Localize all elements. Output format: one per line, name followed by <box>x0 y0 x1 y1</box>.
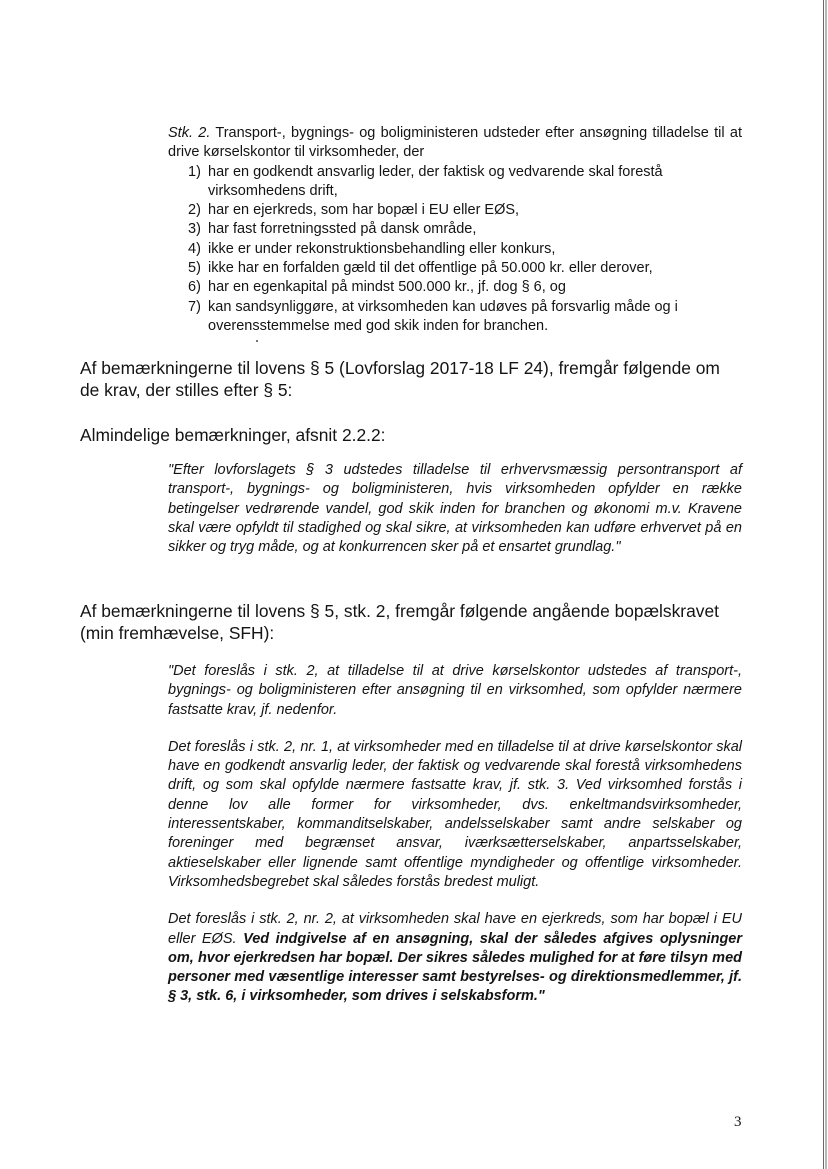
heading-remarks-stk2: Af bemærkningerne til lovens § 5, stk. 2, fremgår følgende angående bopælskravet (min fremhævelse, SFH): <box>80 601 719 643</box>
list-item-number: 3) <box>188 221 201 238</box>
list-item <box>188 201 742 220</box>
quote-paragraph-3-plain: Det foreslås i stk. 2, nr. 2, at virksomheden skal have en ejerkreds, som har bopæl i EU eller EØS. <box>168 911 742 947</box>
list-item-text: har fast forretningssted på dansk område, <box>208 221 477 238</box>
page-edge-shadow <box>825 0 827 1169</box>
heading-remarks-section5: Af bemærkningerne til lovens § 5 (Lovforslag 2017-18 LF 24), fremgår følgende om de krav, der stilles efter § 5: <box>80 358 720 400</box>
list-item <box>188 220 742 239</box>
list-item <box>188 163 742 202</box>
list-item-number: 4) <box>188 240 201 257</box>
quote-paragraph-3 <box>168 910 742 1006</box>
list-item-text: har en ejerkreds, som har bopæl i EU eller EØS, <box>208 202 520 219</box>
list-item-text: har en egenkapital på mindst 500.000 kr., jf. dog § 6, og <box>208 279 566 296</box>
list-item-text: kan sandsynliggøre, at virksomheden kan udøves på forsvarlig måde og i overensstemmelse med god skik inden for branchen. <box>208 298 678 334</box>
list-item <box>188 240 742 259</box>
stk2-label: Stk. 2. <box>168 125 211 141</box>
quote-general-remarks: "Efter lovforslagets § 3 udstedes tilladelse til erhvervsmæssig persontransport af transport-, bygnings- og boligministeren, hvis virksomheden opfylder en række betingelser vedrørende vandel, god skik inden for branchen og økonomi m.v. Kravene skal være opfyldt til stadighed og skal sikre, at virksomheden kan udføre erhvervet på en sikker og tryg måde, og at konkurrencen sker på et ensartet grundlag." <box>168 462 742 556</box>
stk2-intro-text: Transport-, bygnings- og boligministeren udsteder efter ansøgning tilladelse til at drive kørselskontor til virksomheder, der <box>168 125 742 161</box>
quote-paragraph-1: "Det foreslås i stk. 2, at tilladelse til at drive kørselskontor udstedes af transport-, bygnings- og boligministeren efter ansøgning til en virksomhed, som opfylder nærmere fastsatte krav, jf. nedenfor. <box>168 663 742 718</box>
list-item-text: ikke er under rekonstruktionsbehandling eller konkurs, <box>208 240 556 257</box>
quote-paragraph-2: Det foreslås i stk. 2, nr. 1, at virksomheder med en tilladelse til at drive kørselskontor skal have en godkendt ansvarlig leder, der faktisk og vedvarende skal forestå virksomhedens drift, og som skal opfylde nærmere fastsatte krav, jf. stk. 3. Ved virksomhed forstås i denne lov alle former for virksomheder, dvs. enkeltmandsvirksomheder, interessentskaber, kommanditselskaber, andelsselskaber samt andre selskaber og foreninger med begrænset ansvar, iværksætterselskaber, anpartsselskaber, aktieselskaber eller lignende samt offentlige myndigheder og offentlige virksomheder. Virksomhedsbegrebet skal således forstås bredest muligt. <box>168 738 742 890</box>
list-item <box>188 259 742 278</box>
quote-stk2-remarks <box>168 662 742 1007</box>
list-item-number: 6) <box>188 279 201 296</box>
list-item <box>188 298 742 337</box>
list-item-text: har en godkendt ansvarlig leder, der faktisk og vedvarende skal forestå virksomhedens drift, <box>208 163 663 199</box>
quote-paragraph-3-emphasis: Ved indgivelse af en ansøgning, skal der således afgives oplysninger om, hvor ejerkredsen har bopæl. Der sikres således mulighed for at føre tilsyn med personer med væsentlige interesser samt bestyrelses- og direktionsmedlemmer, jf. § 3, stk. 6, i virksomheder, som drives i selskabsform." <box>168 930 743 1005</box>
list-item <box>188 278 742 297</box>
page-number: 3 <box>734 1114 742 1130</box>
page-edge-line <box>823 0 824 1169</box>
list-item-number: 1) <box>188 163 201 180</box>
list-item-number: 7) <box>188 298 201 315</box>
stk2-list <box>188 163 742 337</box>
list-item-number: 5) <box>188 260 201 277</box>
stk2-section <box>168 124 742 336</box>
stk2-intro <box>168 124 742 163</box>
scan-artifact-dot <box>256 340 258 342</box>
list-item-number: 2) <box>188 202 201 219</box>
list-item-text: ikke har en forfalden gæld til det offentlige på 50.000 kr. eller derover, <box>208 260 653 277</box>
heading-general-remarks: Almindelige bemærkninger, afsnit 2.2.2: <box>80 425 386 445</box>
